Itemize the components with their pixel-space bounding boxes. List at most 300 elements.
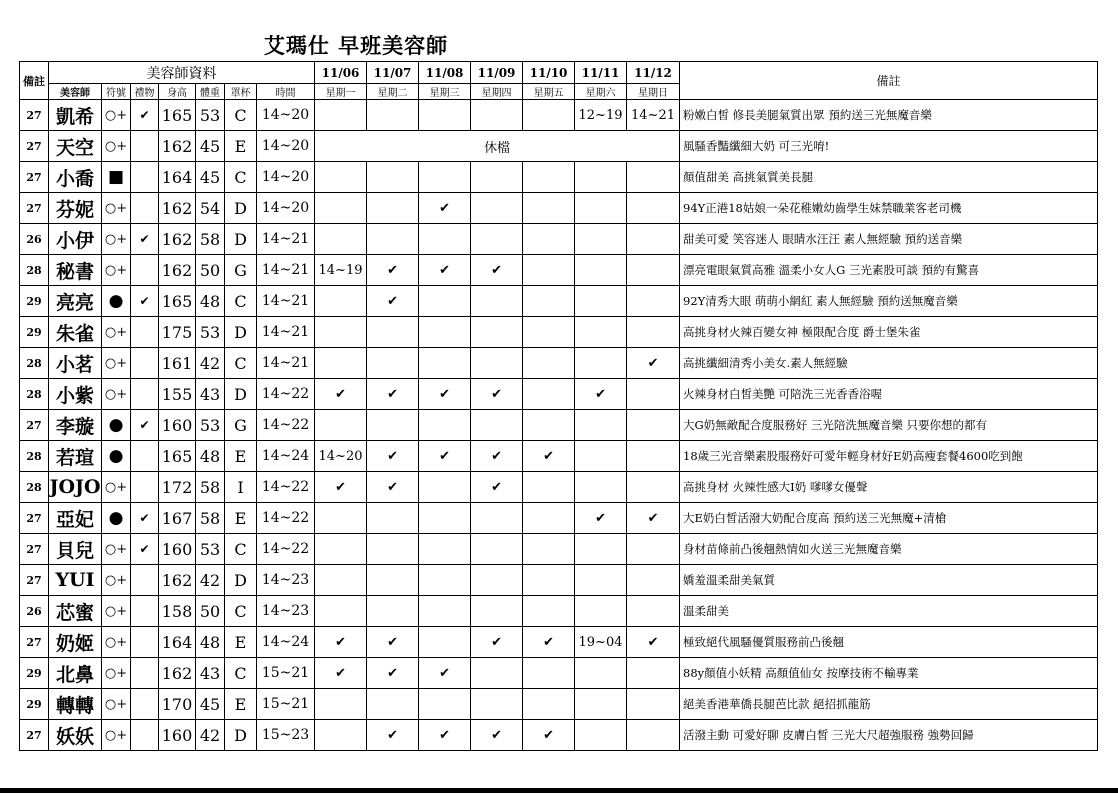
weekday-header: 星期四 <box>471 84 523 100</box>
name-cell: 小伊 <box>49 224 102 255</box>
symbol-cell: ○+ <box>102 658 131 689</box>
date-header: 11/11 <box>575 62 627 84</box>
cup-cell: C <box>225 286 257 317</box>
schedule-cell <box>627 255 680 286</box>
table-row <box>20 193 1098 224</box>
schedule-cell: ✔ <box>575 379 627 410</box>
schedule-cell <box>471 503 523 534</box>
schedule-cell: ✔ <box>419 193 471 224</box>
gift-cell <box>131 565 159 596</box>
age-cell: 29 <box>20 689 49 720</box>
schedule-cell <box>523 255 575 286</box>
schedule-cell <box>419 689 471 720</box>
age-cell: 27 <box>20 100 49 131</box>
weight-cell: 48 <box>196 441 225 472</box>
schedule-cell <box>627 720 680 751</box>
age-cell: 27 <box>20 565 49 596</box>
schedule-cell: 14~21 <box>627 100 680 131</box>
schedule-cell <box>367 503 419 534</box>
symbol-cell: ○+ <box>102 317 131 348</box>
note-cell: 風騷香豔纖細大奶 可三光唷! <box>680 131 1098 162</box>
schedule-cell: ✔ <box>523 441 575 472</box>
age-cell: 26 <box>20 596 49 627</box>
schedule-cell <box>367 596 419 627</box>
time-cell: 14~20 <box>257 131 315 162</box>
note-cell: 88y顏值小妖精 高顏值仙女 按摩技術不輸專業 <box>680 658 1098 689</box>
schedule-cell <box>523 472 575 503</box>
weekday-header: 星期六 <box>575 84 627 100</box>
table-row <box>20 596 1098 627</box>
schedule-cell <box>575 286 627 317</box>
time-cell: 14~21 <box>257 224 315 255</box>
schedule-cell <box>419 100 471 131</box>
schedule-cell <box>575 689 627 720</box>
schedule-cell: ✔ <box>471 472 523 503</box>
cup-cell: E <box>225 627 257 658</box>
time-cell: 14~21 <box>257 286 315 317</box>
schedule-cell <box>367 410 419 441</box>
note-cell: 嬌羞溫柔甜美氣質 <box>680 565 1098 596</box>
time-cell: 14~20 <box>257 100 315 131</box>
schedule-cell <box>627 224 680 255</box>
note-cell: 溫柔甜美 <box>680 596 1098 627</box>
name-cell: 小喬 <box>49 162 102 193</box>
weight-cell: 58 <box>196 472 225 503</box>
time-cell: 15~21 <box>257 658 315 689</box>
symbol-cell: ○+ <box>102 255 131 286</box>
schedule-cell <box>523 503 575 534</box>
age-cell: 27 <box>20 503 49 534</box>
age-cell: 28 <box>20 472 49 503</box>
schedule-cell <box>419 348 471 379</box>
schedule-cell <box>523 224 575 255</box>
schedule-cell <box>627 441 680 472</box>
cup-cell: C <box>225 534 257 565</box>
schedule-cell <box>627 689 680 720</box>
height-cell: 167 <box>159 503 196 534</box>
schedule-cell: ✔ <box>367 255 419 286</box>
schedule-cell <box>419 286 471 317</box>
schedule-cell <box>315 348 367 379</box>
weekday-header: 星期日 <box>627 84 680 100</box>
time-cell: 14~21 <box>257 317 315 348</box>
gift-cell <box>131 255 159 286</box>
symbol-cell: ● <box>102 286 131 317</box>
weight-cell: 48 <box>196 286 225 317</box>
schedule-cell <box>367 193 419 224</box>
col-header-weight: 體重 <box>196 84 225 100</box>
table-row <box>20 689 1098 720</box>
schedule-cell: ✔ <box>419 720 471 751</box>
table-row <box>20 503 1098 534</box>
weight-cell: 42 <box>196 720 225 751</box>
gift-cell <box>131 689 159 720</box>
schedule-cell: 14~20 <box>315 441 367 472</box>
schedule-cell <box>523 379 575 410</box>
schedule-cell: ✔ <box>471 441 523 472</box>
time-cell: 14~21 <box>257 255 315 286</box>
schedule-cell: ✔ <box>315 658 367 689</box>
age-cell: 26 <box>20 224 49 255</box>
leave-cell: 休檔 <box>315 131 680 162</box>
schedule-cell: ✔ <box>367 379 419 410</box>
schedule-cell <box>315 596 367 627</box>
name-cell: 小茗 <box>49 348 102 379</box>
schedule-cell <box>315 410 367 441</box>
weight-cell: 58 <box>196 224 225 255</box>
note-cell: 活潑主動 可愛好聊 皮膚白皙 三光大尺超強服務 強勢回歸 <box>680 720 1098 751</box>
name-cell: 亞妃 <box>49 503 102 534</box>
cup-cell: D <box>225 317 257 348</box>
info-group-header: 美容師資料 <box>49 62 315 84</box>
table-row <box>20 658 1098 689</box>
name-cell: 奶姬 <box>49 627 102 658</box>
cup-cell: C <box>225 658 257 689</box>
schedule-cell: ✔ <box>367 627 419 658</box>
symbol-cell: ○+ <box>102 534 131 565</box>
table-row <box>20 410 1098 441</box>
name-cell: 天空 <box>49 131 102 162</box>
schedule-cell <box>471 224 523 255</box>
schedule-cell: ✔ <box>627 503 680 534</box>
symbol-cell: ● <box>102 503 131 534</box>
symbol-cell: ● <box>102 441 131 472</box>
note-cell: 火辣身材白皙美艷 可陪洗三光香香浴喔 <box>680 379 1098 410</box>
schedule-cell <box>367 565 419 596</box>
schedule-cell <box>315 100 367 131</box>
table-row <box>20 472 1098 503</box>
schedule-cell <box>575 255 627 286</box>
schedule-cell <box>419 627 471 658</box>
symbol-cell: ○+ <box>102 379 131 410</box>
gift-cell <box>131 472 159 503</box>
name-cell: 芯蜜 <box>49 596 102 627</box>
age-cell: 27 <box>20 131 49 162</box>
schedule-cell <box>523 596 575 627</box>
schedule-cell <box>315 286 367 317</box>
date-header: 11/12 <box>627 62 680 84</box>
height-cell: 164 <box>159 627 196 658</box>
age-cell: 27 <box>20 162 49 193</box>
height-cell: 165 <box>159 100 196 131</box>
symbol-cell: ○+ <box>102 348 131 379</box>
schedule-cell <box>315 689 367 720</box>
schedule-cell <box>627 193 680 224</box>
schedule-cell <box>627 317 680 348</box>
time-cell: 14~21 <box>257 348 315 379</box>
cup-cell: E <box>225 503 257 534</box>
schedule-cell <box>471 534 523 565</box>
cup-cell: E <box>225 131 257 162</box>
cup-cell: C <box>225 162 257 193</box>
schedule-cell <box>575 410 627 441</box>
cup-cell: D <box>225 379 257 410</box>
cup-cell: D <box>225 565 257 596</box>
note-cell: 絕美香港華僑長腿芭比款 絕招抓龍筋 <box>680 689 1098 720</box>
date-header: 11/06 <box>315 62 367 84</box>
time-cell: 14~22 <box>257 472 315 503</box>
schedule-cell <box>575 472 627 503</box>
schedule-cell <box>523 100 575 131</box>
cup-cell: C <box>225 596 257 627</box>
weight-cell: 45 <box>196 689 225 720</box>
gift-cell <box>131 348 159 379</box>
age-cell: 29 <box>20 317 49 348</box>
weight-cell: 50 <box>196 596 225 627</box>
page-title: 艾瑪仕 早班美容師 <box>263 33 449 58</box>
height-cell: 160 <box>159 410 196 441</box>
schedule-cell <box>367 162 419 193</box>
weekday-header: 星期三 <box>419 84 471 100</box>
weekday-header: 星期二 <box>367 84 419 100</box>
table-body <box>20 100 1098 751</box>
name-cell: 亮亮 <box>49 286 102 317</box>
table-row <box>20 379 1098 410</box>
schedule-cell: ✔ <box>367 720 419 751</box>
age-cell: 28 <box>20 348 49 379</box>
schedule-cell <box>419 565 471 596</box>
name-cell: 小紫 <box>49 379 102 410</box>
height-cell: 160 <box>159 534 196 565</box>
schedule-cell <box>627 534 680 565</box>
schedule-cell <box>419 410 471 441</box>
schedule-cell <box>419 317 471 348</box>
schedule-cell: ✔ <box>367 441 419 472</box>
time-cell: 14~23 <box>257 596 315 627</box>
note-cell: 漂亮電眼氣質高雅 溫柔小女人G 三光素股可談 預約有驚喜 <box>680 255 1098 286</box>
note-cell: 高挑身材 火辣性感大I奶 嗲嗲女優聲 <box>680 472 1098 503</box>
schedule-cell <box>471 596 523 627</box>
time-cell: 14~23 <box>257 565 315 596</box>
note-cell: 身材苗條前凸後翹熱情如火送三光無魔音樂 <box>680 534 1098 565</box>
schedule-cell <box>575 596 627 627</box>
age-cell: 27 <box>20 534 49 565</box>
height-cell: 165 <box>159 441 196 472</box>
weight-cell: 45 <box>196 131 225 162</box>
schedule-cell: ✔ <box>471 379 523 410</box>
schedule-cell <box>367 317 419 348</box>
time-cell: 14~20 <box>257 193 315 224</box>
name-cell: YUI <box>49 565 102 596</box>
date-header: 11/07 <box>367 62 419 84</box>
gift-cell <box>131 131 159 162</box>
schedule-cell <box>471 410 523 441</box>
height-cell: 162 <box>159 224 196 255</box>
schedule-cell <box>627 379 680 410</box>
schedule-cell <box>315 503 367 534</box>
note-cell: 92Y清秀大眼 萌萌小網紅 素人無經驗 預約送無魔音樂 <box>680 286 1098 317</box>
schedule-cell <box>575 162 627 193</box>
age-cell: 29 <box>20 658 49 689</box>
table-row <box>20 255 1098 286</box>
schedule-cell: ✔ <box>627 627 680 658</box>
schedule-cell <box>575 658 627 689</box>
schedule-cell <box>419 503 471 534</box>
weight-cell: 45 <box>196 162 225 193</box>
gift-cell: ✔ <box>131 100 159 131</box>
col-header-gift: 禮物 <box>131 84 159 100</box>
gift-cell <box>131 379 159 410</box>
note-cell: 18歲三光音樂素股服務好可愛年輕身材好E奶高瘦套餐4600吃到飽 <box>680 441 1098 472</box>
schedule-cell <box>471 348 523 379</box>
age-cell: 29 <box>20 286 49 317</box>
height-cell: 160 <box>159 720 196 751</box>
symbol-cell: ○+ <box>102 472 131 503</box>
schedule-cell: ✔ <box>523 627 575 658</box>
name-cell: 貝兒 <box>49 534 102 565</box>
col-header-name: 美容師 <box>49 84 102 100</box>
schedule-cell <box>471 193 523 224</box>
height-cell: 164 <box>159 162 196 193</box>
schedule-cell <box>627 565 680 596</box>
name-cell: 秘書 <box>49 255 102 286</box>
schedule-cell <box>471 689 523 720</box>
note-cell: 高挑纖細清秀小美女.素人無經驗 <box>680 348 1098 379</box>
schedule-cell <box>523 162 575 193</box>
schedule-cell <box>367 348 419 379</box>
schedule-cell <box>315 224 367 255</box>
gift-cell: ✔ <box>131 224 159 255</box>
height-cell: 162 <box>159 193 196 224</box>
schedule-cell <box>627 286 680 317</box>
schedule-cell: ✔ <box>367 286 419 317</box>
weight-cell: 53 <box>196 317 225 348</box>
schedule-cell <box>523 348 575 379</box>
cup-cell: D <box>225 224 257 255</box>
cup-cell: E <box>225 441 257 472</box>
schedule-cell <box>315 565 367 596</box>
weight-cell: 48 <box>196 627 225 658</box>
weekday-header: 星期五 <box>523 84 575 100</box>
schedule-cell <box>523 565 575 596</box>
table-row <box>20 162 1098 193</box>
schedule-cell <box>523 193 575 224</box>
schedule-cell <box>419 596 471 627</box>
weekday-header: 星期一 <box>315 84 367 100</box>
schedule-cell <box>471 658 523 689</box>
age-cell: 28 <box>20 441 49 472</box>
note-cell: 大G奶無敵配合度服務好 三光陪洗無魔音樂 只要你想的都有 <box>680 410 1098 441</box>
time-cell: 15~21 <box>257 689 315 720</box>
schedule-cell: 14~19 <box>315 255 367 286</box>
cup-cell: G <box>225 410 257 441</box>
symbol-cell: ○+ <box>102 627 131 658</box>
note-cell: 粉嫩白皙 修長美腿氣質出眾 預約送三光無魔音樂 <box>680 100 1098 131</box>
schedule-cell <box>367 100 419 131</box>
weight-cell: 54 <box>196 193 225 224</box>
note-cell: 甜美可愛 笑容迷人 眼睛水汪汪 素人無經驗 預約送音樂 <box>680 224 1098 255</box>
gift-cell <box>131 317 159 348</box>
schedule-cell: ✔ <box>471 627 523 658</box>
height-cell: 175 <box>159 317 196 348</box>
height-cell: 172 <box>159 472 196 503</box>
age-cell: 27 <box>20 193 49 224</box>
remark-right-header: 備註 <box>680 62 1098 100</box>
height-cell: 162 <box>159 255 196 286</box>
schedule-cell: 19~04 <box>575 627 627 658</box>
cup-cell: I <box>225 472 257 503</box>
schedule-cell: ✔ <box>367 658 419 689</box>
symbol-cell: ○+ <box>102 596 131 627</box>
gift-cell <box>131 193 159 224</box>
note-cell: 高挑身材火辣百變女神 極限配合度 爵士堡朱雀 <box>680 317 1098 348</box>
schedule-cell: ✔ <box>523 720 575 751</box>
table-row <box>20 441 1098 472</box>
name-cell: 凱希 <box>49 100 102 131</box>
note-cell: 大E奶白皙活潑大奶配合度高 預約送三光無魔+清槍 <box>680 503 1098 534</box>
schedule-cell <box>523 534 575 565</box>
schedule-cell <box>627 410 680 441</box>
schedule-cell <box>575 720 627 751</box>
schedule-cell <box>627 658 680 689</box>
schedule-cell <box>471 565 523 596</box>
gift-cell <box>131 658 159 689</box>
note-cell: 顏值甜美 高挑氣質美長腿 <box>680 162 1098 193</box>
symbol-cell: ○+ <box>102 131 131 162</box>
weight-cell: 53 <box>196 534 225 565</box>
schedule-cell <box>523 658 575 689</box>
gift-cell <box>131 720 159 751</box>
col-header-cup: 罩杯 <box>225 84 257 100</box>
date-header: 11/08 <box>419 62 471 84</box>
table-row <box>20 348 1098 379</box>
name-cell: 北鼻 <box>49 658 102 689</box>
height-cell: 162 <box>159 131 196 162</box>
time-cell: 14~20 <box>257 162 315 193</box>
table-row <box>20 627 1098 658</box>
age-cell: 28 <box>20 255 49 286</box>
name-cell: 妖妖 <box>49 720 102 751</box>
schedule-cell <box>575 565 627 596</box>
schedule-cell: ✔ <box>315 472 367 503</box>
name-cell: 芬妮 <box>49 193 102 224</box>
schedule-cell <box>315 720 367 751</box>
schedule-cell <box>523 286 575 317</box>
gift-cell: ✔ <box>131 286 159 317</box>
schedule-cell <box>523 689 575 720</box>
gift-cell: ✔ <box>131 410 159 441</box>
weight-cell: 42 <box>196 565 225 596</box>
table-row <box>20 100 1098 131</box>
height-cell: 162 <box>159 658 196 689</box>
schedule-cell <box>627 596 680 627</box>
age-cell: 27 <box>20 410 49 441</box>
schedule-cell <box>315 162 367 193</box>
height-cell: 170 <box>159 689 196 720</box>
gift-cell <box>131 627 159 658</box>
schedule-cell: ✔ <box>315 379 367 410</box>
table-row <box>20 131 1098 162</box>
height-cell: 155 <box>159 379 196 410</box>
schedule-cell <box>315 193 367 224</box>
table-row <box>20 224 1098 255</box>
schedule-cell <box>575 534 627 565</box>
schedule-cell: ✔ <box>367 472 419 503</box>
time-cell: 14~22 <box>257 410 315 441</box>
symbol-cell: ○+ <box>102 224 131 255</box>
schedule-cell: ✔ <box>575 503 627 534</box>
bottom-rule <box>0 788 1118 793</box>
time-cell: 14~22 <box>257 379 315 410</box>
schedule-cell: ✔ <box>471 255 523 286</box>
schedule-cell <box>419 534 471 565</box>
weight-cell: 53 <box>196 100 225 131</box>
note-cell: 極致絕代風騷優質服務前凸後翹 <box>680 627 1098 658</box>
weight-cell: 50 <box>196 255 225 286</box>
schedule-cell <box>419 162 471 193</box>
col-header-symbol: 符號 <box>102 84 131 100</box>
name-cell: JOJO <box>49 472 102 503</box>
